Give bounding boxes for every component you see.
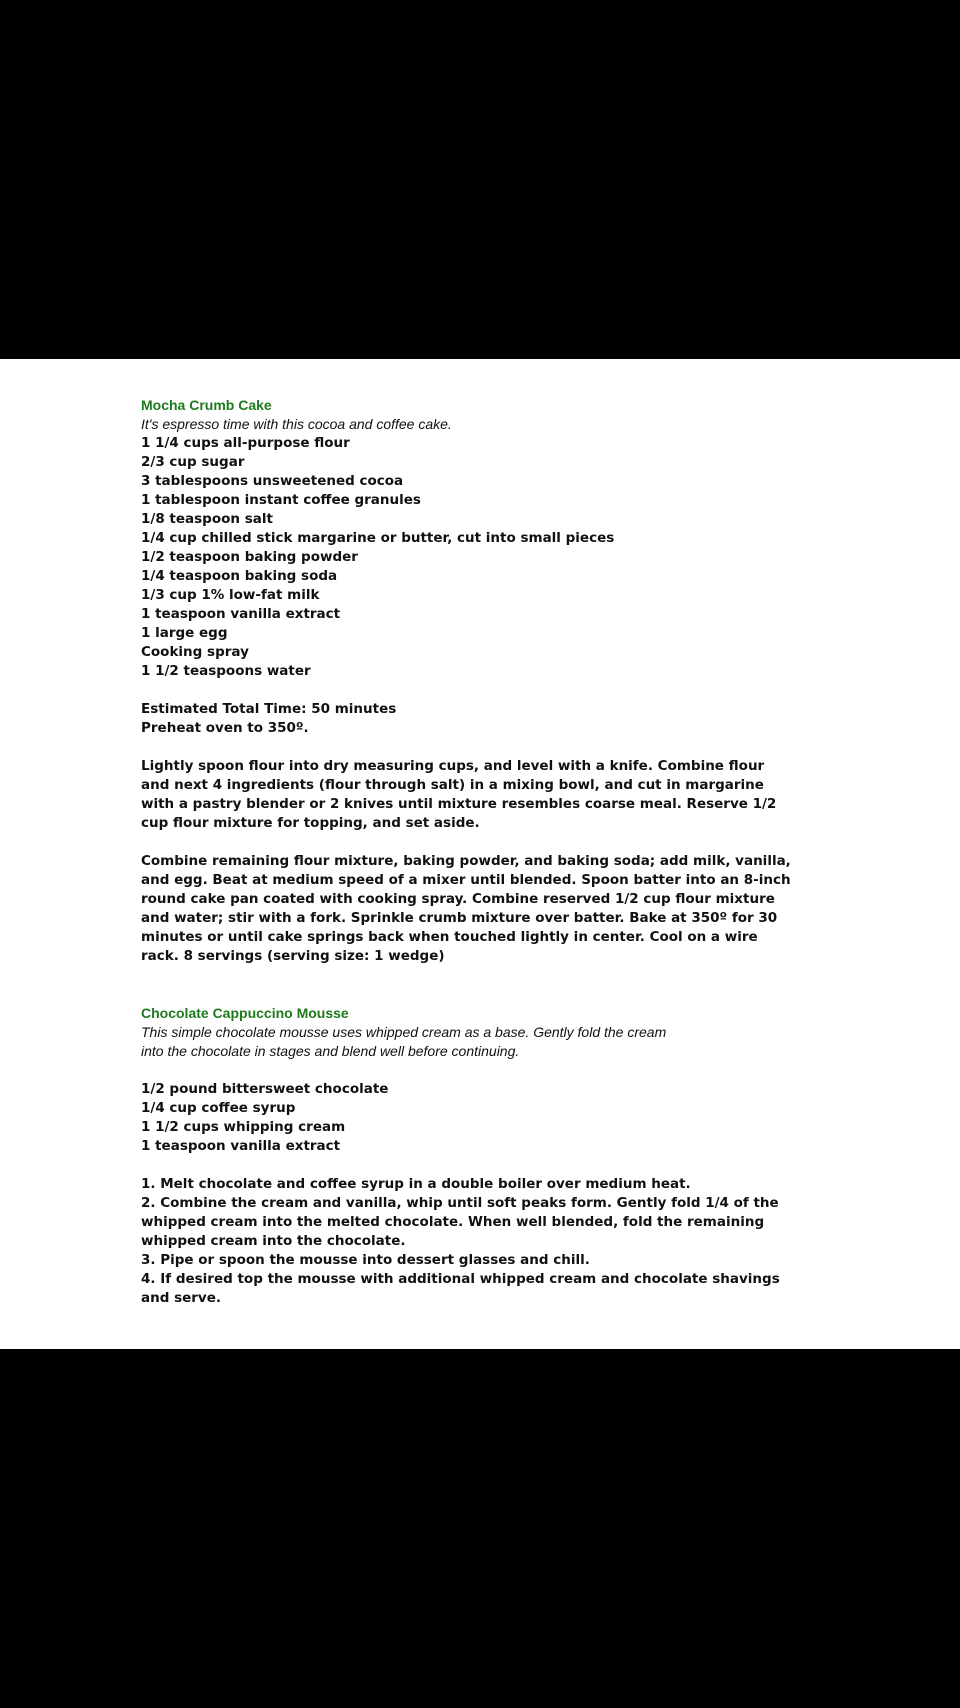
paragraph-line: and egg. Beat at medium speed of a mixer until blended. Spoon batter into an 8-inch — [141, 872, 791, 888]
intro-line: This simple chocolate mousse uses whipped cream as a base. Gently fold the cream — [141, 1024, 667, 1040]
preheat-note: Preheat oven to 350º. — [141, 720, 309, 736]
spacer — [141, 681, 921, 700]
step-line: and serve. — [141, 1290, 222, 1306]
paragraph-line: cup flour mixture for topping, and set aside. — [141, 815, 480, 831]
ingredient-item: 1 teaspoon vanilla extract — [141, 606, 341, 622]
ingredient-item: 1 large egg — [141, 625, 228, 641]
ingredient-item: 1/8 teaspoon salt — [141, 511, 273, 527]
spacer — [141, 1156, 921, 1175]
paragraph-line: Lightly spoon flour into dry measuring cups, and level with a knife. Combine flour — [141, 758, 765, 774]
spacer — [141, 833, 921, 852]
recipe-intro: It's espresso time with this cocoa and coffee cake. — [141, 416, 452, 432]
ingredient-item: 3 tablespoons unsweetened cocoa — [141, 473, 404, 489]
ingredient-item: 1 teaspoon vanilla extract — [141, 1138, 341, 1154]
paragraph-line: Combine remaining flour mixture, baking powder, and baking soda; add milk, vanilla, — [141, 853, 791, 869]
paragraph-line: with a pastry blender or 2 knives until mixture resembles coarse meal. Reserve 1/2 — [141, 796, 777, 812]
step-line: whipped cream into the chocolate. — [141, 1233, 406, 1249]
recipe-page — [0, 359, 960, 1349]
ingredient-item: 1/2 teaspoon baking powder — [141, 549, 358, 565]
recipe-title: Mocha Crumb Cake — [141, 397, 272, 413]
paragraph-line: and water; stir with a fork. Sprinkle crumb mixture over batter. Bake at 350º for 30 — [141, 910, 778, 926]
ingredient-item: 1 1/2 teaspoons water — [141, 663, 311, 679]
total-time: Estimated Total Time: 50 minutes — [141, 701, 397, 717]
paragraph-line: round cake pan coated with cooking spray. Combine reserved 1/2 cup flour mixture — [141, 891, 775, 907]
ingredient-item: 1/2 pound bittersweet chocolate — [141, 1081, 389, 1097]
step-line: 3. Pipe or spoon the mousse into dessert glasses and chill. — [141, 1252, 590, 1268]
step-line: 1. Melt chocolate and coffee syrup in a double boiler over medium heat. — [141, 1176, 691, 1192]
recipe-intro — [141, 1023, 921, 1061]
step-line: 4. If desired top the mousse with additional whipped cream and chocolate shavings — [141, 1271, 780, 1287]
recipe-content — [141, 396, 921, 1308]
paragraph-line: and next 4 ingredients (flour through salt) in a mixing bowl, and cut in margarine — [141, 777, 764, 793]
spacer — [141, 966, 921, 1004]
ingredient-item: 2/3 cup sugar — [141, 454, 245, 470]
paragraph-line: rack. 8 servings (serving size: 1 wedge) — [141, 948, 445, 964]
intro-line: into the chocolate in stages and blend well before continuing. — [141, 1043, 520, 1059]
spacer — [141, 738, 921, 757]
spacer — [141, 1061, 921, 1080]
recipe-title: Chocolate Cappuccino Mousse — [141, 1005, 349, 1021]
instructions-paragraph-1 — [141, 757, 921, 833]
instructions-paragraph-2 — [141, 852, 921, 966]
ingredient-item: 1 1/2 cups whipping cream — [141, 1119, 346, 1135]
ingredient-item: 1/4 cup coffee syrup — [141, 1100, 296, 1116]
paragraph-line: minutes or until cake springs back when touched lightly in center. Cool on a wire — [141, 929, 758, 945]
step-line: whipped cream into the melted chocolate. When well blended, fold the remaining — [141, 1214, 765, 1230]
ingredient-item: 1 tablespoon instant coffee granules — [141, 492, 421, 508]
steps-list — [141, 1175, 921, 1308]
ingredient-list — [141, 1080, 921, 1156]
ingredient-list — [141, 434, 921, 681]
ingredient-item: 1/3 cup 1% low-fat milk — [141, 587, 320, 603]
ingredient-item: Cooking spray — [141, 644, 249, 660]
step-line: 2. Combine the cream and vanilla, whip until soft peaks form. Gently fold 1/4 of the — [141, 1195, 779, 1211]
ingredient-item: 1/4 cup chilled stick margarine or butter, cut into small pieces — [141, 530, 615, 546]
ingredient-item: 1 1/4 cups all-purpose flour — [141, 435, 350, 451]
ingredient-item: 1/4 teaspoon baking soda — [141, 568, 338, 584]
